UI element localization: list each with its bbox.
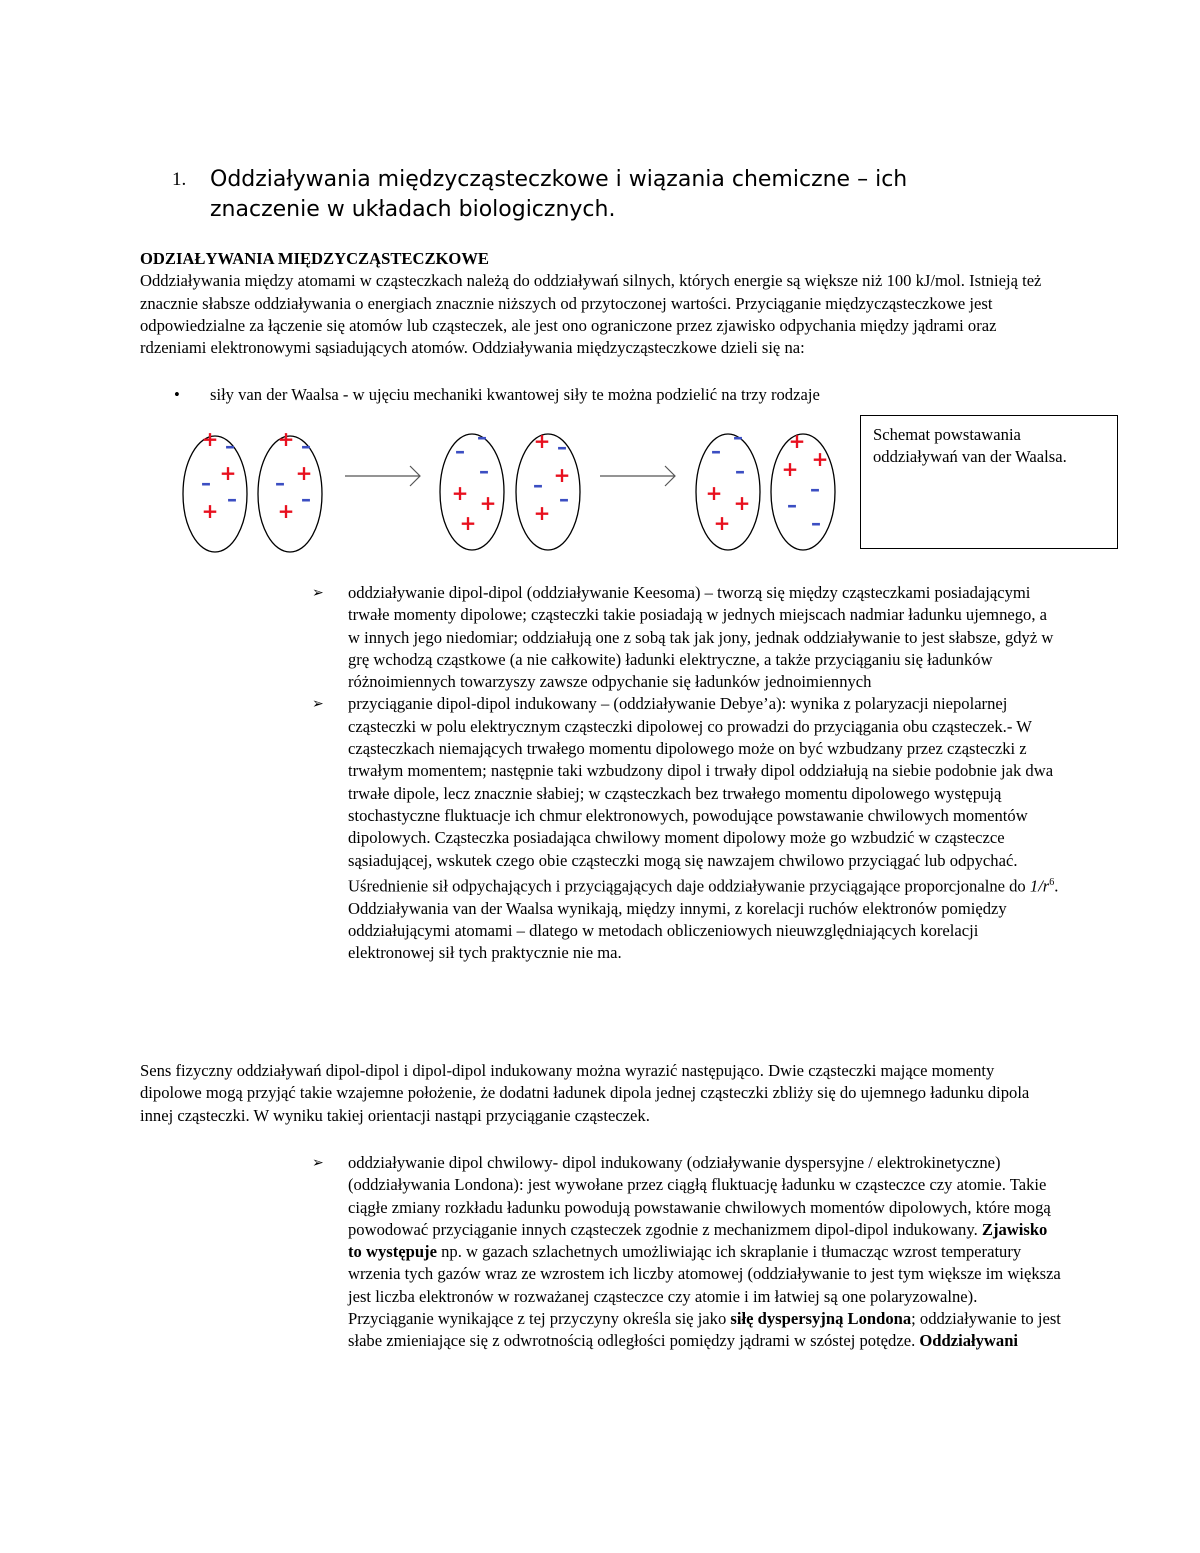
- intro-section: [140, 248, 1060, 359]
- plus-charge: +: [219, 461, 237, 485]
- minus-charge: –: [227, 487, 237, 511]
- plus-charge: +: [201, 499, 219, 523]
- bold-text: siłę dyspersyjną Londona: [730, 1309, 912, 1329]
- plus-charge: +: [553, 463, 571, 487]
- list-item: [312, 1152, 1062, 1353]
- diagram-caption: Schemat powstawania oddziaływań van der Waalsa.: [873, 425, 1067, 466]
- plus-charge: +: [713, 511, 731, 535]
- plus-charge: +: [781, 457, 799, 481]
- heading-number: 1.: [172, 169, 187, 190]
- section-title: ODZIAŁYWANIA MIĘDZYCZĄSTECZKOWE: [140, 249, 489, 268]
- minus-charge: –: [733, 425, 743, 449]
- minus-charge: –: [810, 477, 820, 501]
- list-item-text: oddziaływanie dipol-dipol (oddziaływanie Keesoma) – tworzą się między cząsteczkami posiadającymi trwałe momenty dipolowe; cząsteczki takie posiadają w jednych miejscach nadmiar ładunku ujemnego, a w innych jego niedomiar; oddziałują one z sobą tak jak jony, jednak oddziaływanie to jest słabsze, gdyż w grę wchodzą cząstkowe (a nie całkowite) ładunki elektryczne, a także przyciąganiu się ładunków różnoimiennych towarzyszy zawsze odpychanie się ładunków jednoimiennych: [348, 583, 1054, 692]
- minus-charge: –: [533, 473, 543, 497]
- minus-charge: –: [479, 459, 489, 483]
- plus-charge: +: [201, 427, 219, 451]
- plus-charge: +: [295, 461, 313, 485]
- list-item-text: oddziaływanie dipol chwilowy- dipol indukowany (odziaływanie dyspersyjne / elektrokinetyczne) (oddziaływania Londona): jest wywołane przez ciągłą fluktuację ładunku w cząsteczce czy atomie. Takie ciągłe zmiany rozkładu ładunku powodują powstawanie chwilowych momentów dipolowych, które mogą powodować przyciąganie innych cząsteczek zgodnie z mechanizmem dipol-dipol indukowany.: [348, 1153, 1051, 1239]
- minus-charge: –: [787, 493, 797, 517]
- heading-text: Oddziaływania międzycząsteczkowe i wiązania chemiczne – ich znaczenie w układach biologicznych.: [210, 167, 908, 222]
- plus-charge: +: [277, 499, 295, 523]
- plus-charge: +: [479, 491, 497, 515]
- minus-charge: –: [735, 459, 745, 483]
- plus-charge: +: [533, 429, 551, 453]
- list-item-text: przyciąganie dipol-dipol indukowany – (oddziaływanie Debye’a): wynika z polaryzacji niepolarnej cząsteczki w polu elektrycznym cząsteczki dipolowej co prowadzi do przyciągania obu cząsteczek.- W cząsteczkach niemających trwałego momentu dipolowego może on być wzbudzany przez cząsteczki z trwałym momentem; następnie taki wzbudzony dipol i trwały dipol oddziałują na siebie podobnie jak dwa trwałe dipole, lecz znacznie słabiej; w cząsteczkach bez trwałego momentu dipolowego występują stochastyczne fluktuacje ich chmur elektronowych, powodujące powstawanie chwilowych momentów dipolowych. Cząsteczka posiadająca chwilowy moment dipolowy może go wzbudzić w cząsteczce sąsiadującej, wskutek czego obie cząsteczki mogą się nawzajem chwilowo przyciągać lub odpychać. Uśrednienie sił odpychających i przyciągających daje oddziaływanie przyciągające proporcjonalne do: [348, 694, 1054, 896]
- interaction-list-london: [312, 1152, 1062, 1353]
- interaction-list: [312, 582, 1062, 965]
- plus-charge: +: [459, 511, 477, 535]
- molecule-ellipse: [258, 436, 322, 552]
- diagram-caption-box: [860, 415, 1118, 549]
- formula: 1/r: [1029, 876, 1050, 896]
- bold-text: Zjawisko to występuje: [348, 1219, 1048, 1262]
- plus-charge: +: [705, 481, 723, 505]
- bold-text: Oddziaływani: [919, 1331, 1019, 1351]
- bullet-text: siły van der Waalsa - w ujęciu mechaniki kwantowej siły te można podzielić na trzy rodzaje: [210, 385, 820, 404]
- bullet-marker: •: [174, 385, 180, 404]
- plus-charge: +: [533, 501, 551, 525]
- van-der-waals-diagram-right: [690, 408, 850, 558]
- van-der-waals-diagram: [170, 408, 690, 558]
- minus-charge: –: [301, 434, 311, 458]
- list-item-text: np. w gazach szlachetnych umożliwiając ich skraplanie i tłumacząc wzrost temperatury wrzenia tych gazów wraz ze wzrostem ich liczby atomowej (oddziaływanie to jest tym większe im większa jest liczba elektronów w rozważanej cząsteczce czy atomie i im łatwiej są one polaryzowalne). Przyciąganie wynikające z tej przyczyny określa się jako: [348, 1242, 1061, 1329]
- arrow-bullet-icon: ➢: [312, 585, 324, 601]
- list-item-text: ; oddziaływanie to jest słabe zmieniające się z odwrotnością odległości pomiędzy jądrami w szóstej potędze.: [348, 1309, 1061, 1351]
- minus-charge: –: [711, 439, 721, 463]
- minus-charge: –: [557, 435, 567, 459]
- plus-charge: +: [451, 481, 469, 505]
- arrow-bullet-icon: ➢: [312, 696, 324, 713]
- minus-charge: –: [201, 471, 211, 495]
- minus-charge: –: [559, 487, 569, 511]
- plus-charge: +: [788, 429, 806, 453]
- arrow-bullet-icon: ➢: [312, 1155, 324, 1171]
- minus-charge: –: [477, 425, 487, 449]
- list-item: [312, 693, 1062, 964]
- list-item-text-end: . Oddziaływania van der Waalsa wynikają, między innymi, z korelacji ruchów elektronów pomiędzy oddziałującymi atomami – dlatego w metodach obliczeniowych nieuwzględniających korelacji elektronowej sił tych praktycznie nie ma.: [348, 876, 1059, 963]
- minus-charge: –: [301, 487, 311, 511]
- minus-charge: –: [811, 511, 821, 535]
- minus-charge: –: [225, 434, 235, 458]
- formula-exponent: 6: [1049, 876, 1055, 888]
- list-item: [312, 582, 1062, 693]
- minus-charge: –: [455, 439, 465, 463]
- minus-charge: –: [275, 471, 285, 495]
- explanation-paragraph: Sens fizyczny oddziaływań dipol-dipol i dipol-dipol indukowany można wyrazić następująco. Dwie cząsteczki mające momenty dipolowe mogą przyjąć takie wzajemne położenie, że dodatni ładunek dipola jednej cząsteczki zbliży się do ujemnego ładunku dipola innej cząsteczki. W wyniku takiej orientacji nastąpi przyciąganie cząsteczek.: [140, 1061, 1030, 1125]
- intro-text: Oddziaływania między atomami w cząsteczkach należą do oddziaływań silnych, których energie są większe niż 100 kJ/mol. Istnieją też znacznie słabsze oddziaływania o energiach znacznie niższych od przytoczonej wartości. Przyciąganie międzycząsteczkowe jest odpowiedzialne za łączenie się atomów lub cząsteczek, ale jest ono ograniczone przez zjawisko odpychania między jądrami oraz rdzeniami elektronowymi sąsiadujących atomów. Oddziaływania międzycząsteczkowe dzieli się na:: [140, 271, 1042, 358]
- plus-charge: +: [811, 447, 829, 471]
- molecule-ellipse: [183, 436, 247, 552]
- plus-charge: +: [733, 491, 751, 515]
- plus-charge: +: [277, 427, 295, 451]
